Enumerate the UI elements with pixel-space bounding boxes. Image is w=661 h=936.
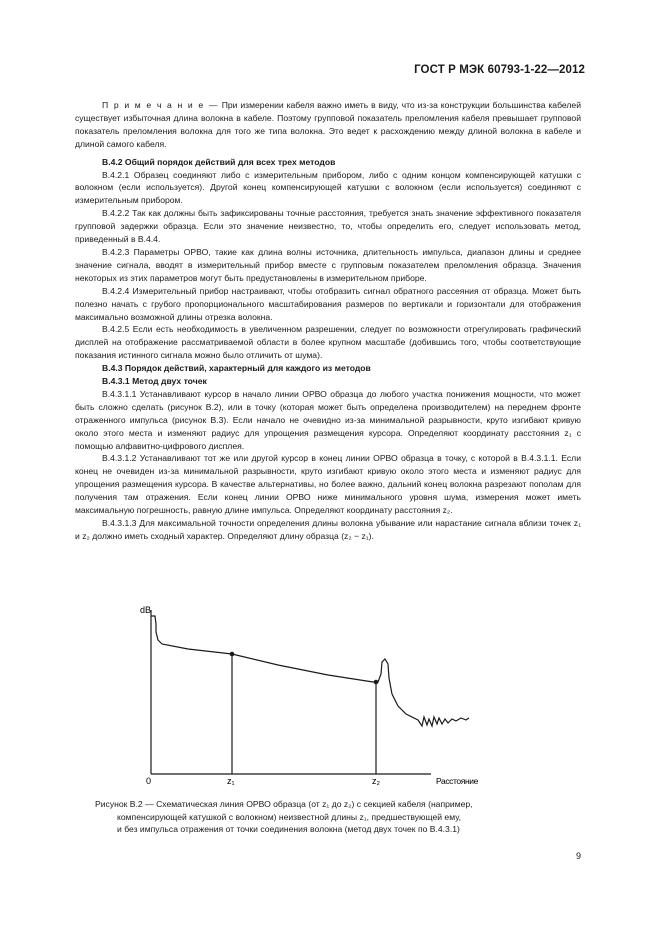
section-heading-b431: В.4.3.1 Метод двух точек bbox=[102, 376, 207, 387]
note-paragraph bbox=[75, 99, 581, 151]
paragraph-b4313: В.4.3.1.3 Для максимальной точности определения длины волокна убывание или нарастание сигнала вблизи точек z₁ и z₂ должно иметь сходный характер. Определяют длину образца (z₂ − z₁). bbox=[75, 518, 581, 541]
page-header: ГОСТ Р МЭК 60793-1-22—2012 bbox=[414, 64, 585, 76]
caption-line-3: и без импульса отражения от точки соединения волокна (метод двух точек по В.4.3.1) bbox=[117, 824, 460, 835]
note-text: При измерении кабеля важно иметь в виду, что из-за конструкции большинства кабелей существует избыточная длина волокна в кабеле. Поэтому групповой показатель преломления кабеля превышает групповой показатель преломления волокна для того же типа волокна. Это ведет к расхождению между длиной волокна в кабеле и длиной самого кабеля. bbox=[75, 100, 581, 149]
figure-caption bbox=[95, 798, 575, 836]
body-text bbox=[75, 99, 581, 543]
y-axis-label: dB bbox=[140, 605, 152, 615]
note-lead: П р и м е ч а н и е — bbox=[102, 100, 219, 110]
otdr-trace-figure bbox=[128, 598, 478, 790]
z2-label: z₂ bbox=[372, 776, 380, 786]
paragraph-b422: В.4.2.2 Так как должны быть зафиксированы точные расстояния, требуется знать значение эффективного показателя групповой задержки образца. Если это значение неизвестно, то, чтобы определить его, следует использовать метод, приведенный в В.4.4. bbox=[75, 208, 581, 245]
otdr-trace-line bbox=[151, 616, 469, 726]
page-number: 9 bbox=[575, 851, 581, 861]
z1-cursor-point bbox=[230, 652, 235, 657]
paragraph-b424: В.4.2.4 Измерительный прибор настраивают, чтобы отобразить сигнал обратного рассеяния от образца. Может быть полезно начать с грубого пропорционального масштабирования размеров по вертикали и горизонтали для отображения максимально возможной длины отрезка волокна. bbox=[75, 285, 581, 322]
paragraph-b423: В.4.2.3 Параметры ОРВО, такие как длина волны источника, длительность импульса, диапазон длины и среднее значение сигнала, вводят в измерительный прибор вместе с групповым показателем преломления образца. Значения некоторых из этих параметров могут быть предустановлены в измерительном приборе. bbox=[75, 246, 581, 283]
paragraph-b4311: В.4.3.1.1 Устанавливают курсор в начало линии ОРВО образца до любого участка понижения мощности, что может быть сложно сделать (рисунок В.2), или в точку (которая может быть определена производителем) на переднем фронте отраженного импульса (рисунок В.3). Если начало не очевидно из-за минимальной разрывности, круто изгибают кривую около этого места и изменяют радиус для упрощения размещения курсора. Определяют координату расстояния z₁ с помощью алфавитно-цифрового дисплея. bbox=[75, 388, 581, 451]
x-axis-label: Расстояние bbox=[436, 776, 478, 786]
paragraph-b4312: В.4.3.1.2 Устанавливают тот же или другой курсор в конец линии ОРВО образца в точку, с которой в В.4.3.1.1. Если конец не очевиден из-за минимальной разрывности, круто изгибают кривую около этого места и изменяют радиус для упрощения размещения курсора. В качестве альтернативы, но более важно, дальний конец волокна разрезают пополам для получения там отражения. Если конец линии ОРВО ниже минимального уровня шума, измерения может иметь максимальную погрешность, равную длине импульса. Определяют координату расстояния z₂. bbox=[75, 453, 581, 516]
caption-line-1: Рисунок В.2 — Схематическая линия ОРВО образца (от z₁ до z₂) с секцией кабеля (например, bbox=[95, 799, 473, 809]
paragraph-b425: В.4.2.5 Если есть необходимость в увеличенном разрешении, следует по возможности отрегулировать графический дисплей на отображение рассматриваемой области в более крупном масштабе (добившись того, чтобы соответствующие показания истинного сигнала можно было отличить от шума). bbox=[75, 324, 581, 361]
section-heading-b42: В.4.2 Общий порядок действий для всех трех методов bbox=[102, 156, 336, 167]
z2-cursor-point bbox=[374, 680, 379, 685]
section-heading-b43: В.4.3 Порядок действий, характерный для каждого из методов bbox=[102, 363, 371, 374]
caption-line-2: компенсирующей катушкой с волокном) неизвестной длины z₁, предшествующей ему, bbox=[117, 811, 462, 822]
z1-label: z₁ bbox=[227, 776, 235, 786]
paragraph-b421: В.4.2.1 Образец соединяют либо с измерительным прибором, либо с одним концом компенсирующей катушки с волокном (если используется). Другой конец компенсирующей катушки с волокном (если используется) соединяют с измерительным прибором. bbox=[75, 169, 581, 206]
origin-label: 0 bbox=[146, 776, 152, 786]
